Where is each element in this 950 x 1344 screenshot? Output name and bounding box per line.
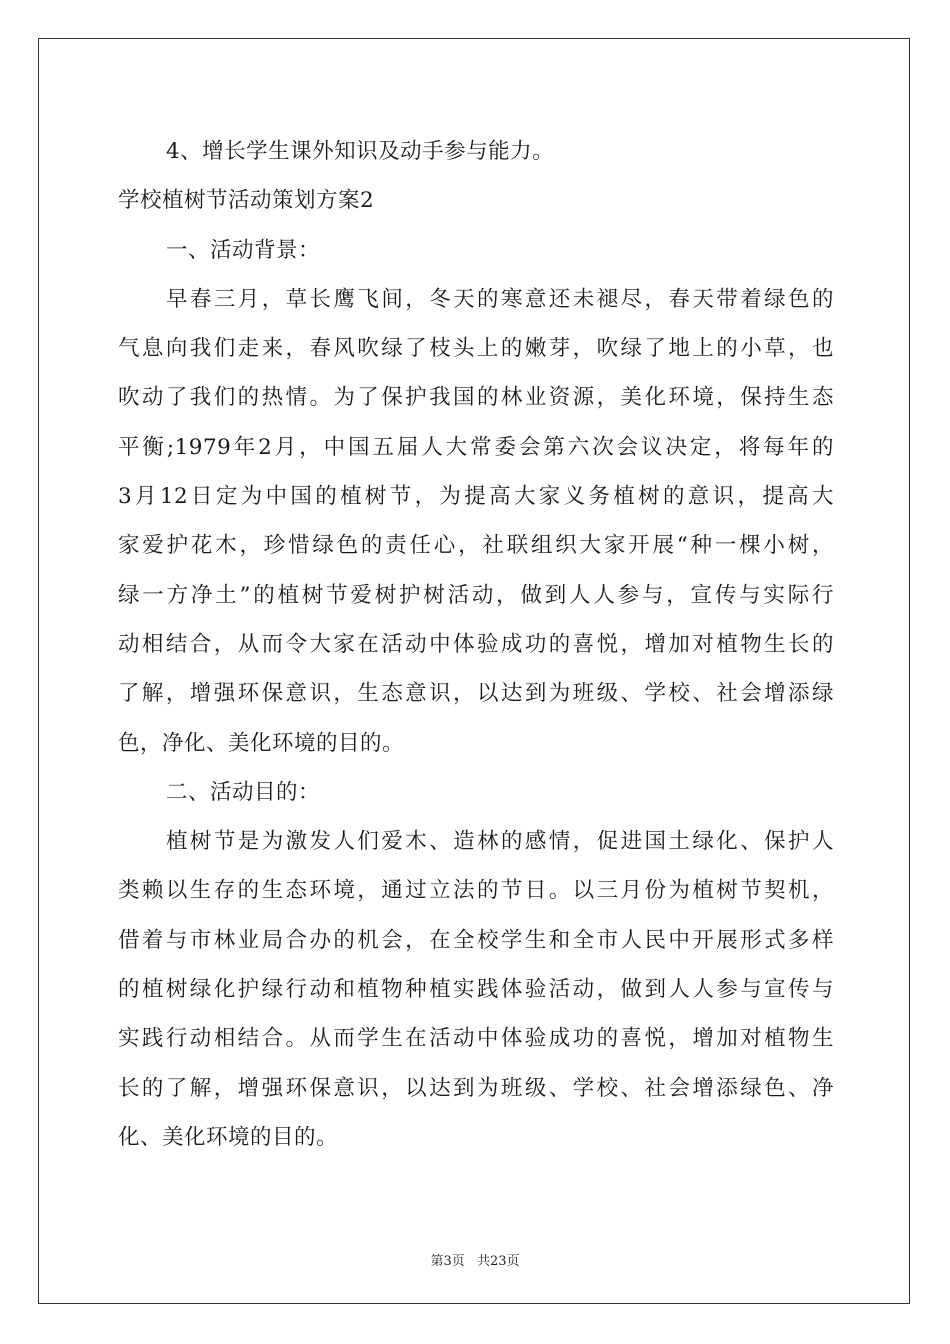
text-line: 4、增长学生课外知识及动手参与能力。 — [166, 139, 555, 164]
text-line: 平衡;1979年2月，中国五届人大常委会第六次会议决定，将每年的 — [118, 434, 834, 460]
text-line: 早春三月，草长鹰飞间，冬天的寒意还未褪尽，春天带着绿色的 — [166, 286, 834, 312]
text-line: 动相结合，从而令大家在活动中体验成功的喜悦，增加对植物生长的 — [118, 631, 834, 657]
text-line: 借着与市林业局合办的机会，在全校学生和全市人民中开展形式多样 — [118, 927, 834, 953]
text-line: 家爱护花木，珍惜绿色的责任心，社联组织大家开展“种一棵小树， — [118, 533, 834, 559]
text-line: 学校植树节活动策划方案2 — [118, 188, 375, 214]
text-line: 气息向我们走来，春风吹绿了枝头上的嫩芽，吹绿了地上的小草，也 — [118, 336, 834, 362]
document-body — [118, 127, 834, 1162]
text-line: 色，净化、美化环境的目的。 — [118, 730, 405, 756]
text-line: 的植树绿化护绿行动和植物种植实践体验活动，做到人人参与宣传与 — [118, 977, 834, 1003]
text-line: 长的了解，增强环保意识，以达到为班级、学校、社会增添绿色、净 — [118, 1075, 834, 1101]
text-line: 3月12日定为中国的植树节，为提高大家义务植树的意识，提高大 — [118, 484, 834, 510]
text-line: 了解，增强环保意识，生态意识，以达到为班级、学校、社会增添绿 — [118, 681, 834, 707]
text-line: 二、活动目的： — [166, 779, 321, 805]
page-footer — [0, 1250, 950, 1269]
text-line: 植树节是为激发人们爱木、造林的感情，促进国土绿化、保护人 — [166, 829, 834, 855]
text-line: 吹动了我们的热情。为了保护我国的林业资源，美化环境，保持生态 — [118, 385, 834, 411]
page-total: 共23页 — [476, 1254, 520, 1269]
text-line: 化、美化环境的目的。 — [118, 1124, 339, 1150]
page-number: 第3页 — [430, 1254, 465, 1269]
text-line: 实践行动相结合。从而学生在活动中体验成功的喜悦，增加对植物生 — [118, 1026, 834, 1052]
text-line: 类赖以生存的生态环境，通过立法的节日。以三月份为植树节契机， — [118, 878, 834, 904]
text-line: 一、活动背景： — [166, 237, 321, 263]
text-line: 绿一方净土”的植树节爱树护树活动，做到人人参与，宣传与实际行 — [118, 582, 834, 608]
